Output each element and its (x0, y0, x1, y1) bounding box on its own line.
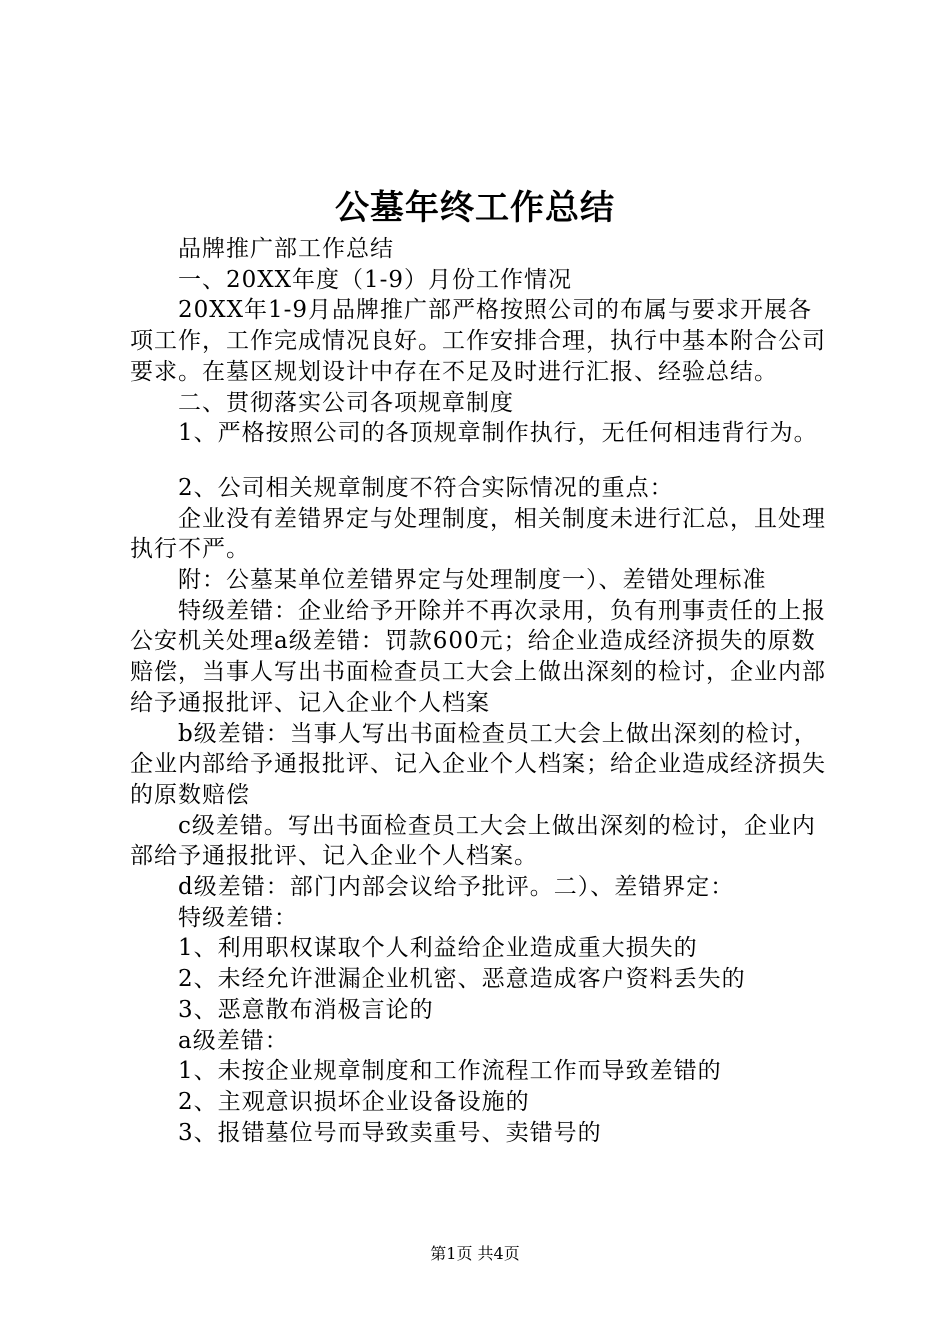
paragraph: 1、利用职权谋取个人利益给企业造成重大损失的 (178, 935, 698, 962)
paragraph: 20XX年1-9月品牌推广部严格按照公司的布属与要求开展各项工作，工作完成情况良好。工作安排合理，执行中基本附合公司要求。在墓区规划设计中存在不足及时进行汇报、经验总结。 (130, 297, 826, 385)
paragraph: 特级差错： (178, 904, 298, 931)
page-footer: 第1页 共4页 (430, 1244, 520, 1263)
paragraph: 2、公司相关规章制度不符合实际情况的重点： (178, 474, 674, 501)
paragraph: 1、严格按照公司的各顶规章制作执行，无任何相违背行为。 (178, 420, 818, 447)
paragraph: 二、贯彻落实公司各项规章制度 (178, 389, 514, 416)
paragraph: d级差错：部门内部会议给予批评。二）、差错界定： (178, 874, 735, 901)
paragraph: 3、报错墓位号而导致卖重号、卖错号的 (178, 1119, 602, 1146)
paragraph: 2、主观意识损坏企业设备设施的 (178, 1088, 530, 1115)
paragraph: 特级差错：企业给予开除并不再次录用，负有刑事责任的上报公安机关处理a级差错：罚款600元；给企业造成经济损失的原数赔偿，当事人写出书面检查员工大会上做出深刻的检讨，企业内部给予通报批评、记入企业个人档案 (130, 597, 826, 716)
document-title: 公墓年终工作总结 (335, 188, 615, 228)
paragraph: b级差错：当事人写出书面检查员工大会上做出深刻的检讨，企业内部给予通报批评、记入企业个人档案；给企业造成经济损失的原数赔偿 (130, 720, 826, 808)
paragraph: 企业没有差错界定与处理制度，相关制度未进行汇总，且处理执行不严。 (130, 505, 826, 563)
paragraph: 附：公墓某单位差错界定与处理制度一）、差错处理标准 (178, 567, 767, 594)
document-body (130, 234, 830, 1148)
paragraph: 品牌推广部工作总结 (178, 236, 394, 262)
paragraph: 2、未经允许泄漏企业机密、恶意造成客户资料丢失的 (178, 966, 746, 993)
paragraph: a级差错： (178, 1027, 289, 1054)
paragraph: 3、恶意散布消极言论的 (178, 996, 434, 1023)
paragraph: 1、未按企业规章制度和工作流程工作而导致差错的 (178, 1058, 722, 1085)
paragraph: 一、20XX年度（1-9）月份工作情况 (178, 266, 573, 293)
paragraph: c级差错。写出书面检查员工大会上做出深刻的检讨，企业内部给予通报批评、记入企业个人档案。 (130, 812, 816, 870)
